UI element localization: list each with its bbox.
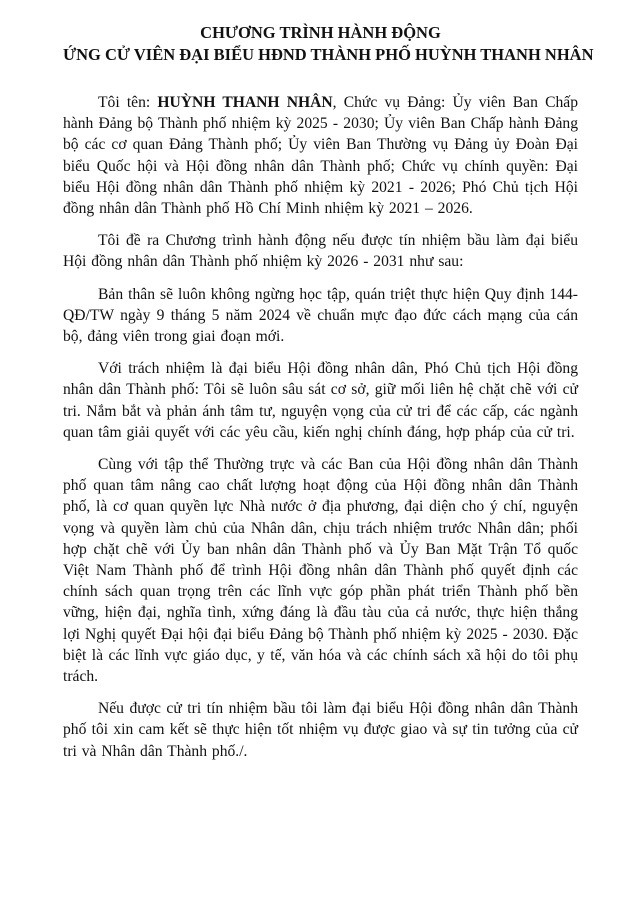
- paragraph-closing-commitment: Nếu được cử tri tín nhiệm bầu tôi làm đại biểu Hội đồng nhân dân Thành phố tôi xin cam kết sẽ thực hiện tốt nhiệm vụ được giao và sự tin tưởng của cử tri và Nhân dân Thành phố./.: [63, 700, 578, 760]
- paragraph-council-work-commitment: Cùng với tập thể Thường trực và các Ban của Hội đồng nhân dân Thành phố quan tâm nâng cao chất lượng hoạt động của Hội đồng nhân dân Thành phố, là cơ quan quyền lực Nhà nước ở địa phương, đại diện cho ý chí, nguyện vọng và quyền làm chủ của Nhân dân, chịu trách nhiệm trước Nhân dân; phối hợp chặt chẽ với Ủy ban nhân dân Thành phố và Ủy Ban Mặt Trận Tổ quốc Việt Nam Thành phố để trình Hội đồng nhân dân Thành phố quyết định các chính sách quan trọng trên các lĩnh vực góp phần phát triển Thành phố bền vững, hiện đại, nghĩa tình, xứng đáng là đầu tàu của cả nước, thực hiện thắng lợi Nghị quyết Đại hội đại biểu Đảng bộ Thành phố nhiệm kỳ 2025 - 2030. Đặc biệt là các lĩnh vực giáo dục, y tế, văn hóa và các chính sách xã hội do tôi phụ trách.: [63, 456, 578, 686]
- intro-rest-text: , Chức vụ Đảng: Ủy viên Ban Chấp hành Đảng bộ Thành phố nhiệm kỳ 2025 - 2030; Ủy viên Ban Chấp hành Đảng bộ các cơ quan Đảng Thành phố; Ủy viên Ban Thường vụ Đảng ủy Đoàn Đại biểu Quốc hội và Hội đồng nhân dân Thành phố; Chức vụ chính quyền: Đại biểu Hội đồng nhân dân Thành phố nhiệm kỳ 2021 - 2026; Phó Chủ tịch Hội đồng nhân dân Thành phố Hồ Chí Minh nhiệm kỳ 2021 – 2026.: [63, 94, 578, 218]
- paragraph-self-study-commitment: Bản thân sẽ luôn không ngừng học tập, quán triệt thực hiện Quy định 144-QĐ/TW ngày 9 tháng 5 năm 2024 về chuẩn mực đạo đức cách mạng của cán bộ, đảng viên trong giai đoạn mới.: [63, 285, 578, 346]
- title-line-1: CHƯƠNG TRÌNH HÀNH ĐỘNG: [200, 23, 441, 42]
- title-line-2: ỨNG CỬ VIÊN ĐẠI BIỂU HĐND THÀNH PHỐ HUỲNH THANH NHÂN: [63, 45, 594, 64]
- paragraph-program-lead-in: Tôi đề ra Chương trình hành động nếu được tín nhiệm bầu làm đại biểu Hội đồng nhân dân Thành phố nhiệm kỳ 2026 - 2031 như sau:: [63, 232, 578, 271]
- intro-prefix-text: Tôi tên:: [98, 94, 158, 111]
- candidate-name: HUỲNH THANH NHÂN: [157, 94, 333, 111]
- paragraph-voter-contact-commitment: Với trách nhiệm là đại biểu Hội đồng nhân dân, Phó Chủ tịch Hội đồng nhân dân Thành phố: Tôi sẽ luôn sâu sát cơ sở, giữ mối liên hệ chặt chẽ với cử tri. Nắm bắt và phản ánh tâm tư, nguyện vọng của cử tri để các cấp, các ngành quan tâm giải quyết với các yêu cầu, kiến nghị chính đáng, hợp pháp của cử tri.: [63, 360, 578, 441]
- document-title: [63, 22, 594, 66]
- paragraph-introduction: [63, 92, 578, 219]
